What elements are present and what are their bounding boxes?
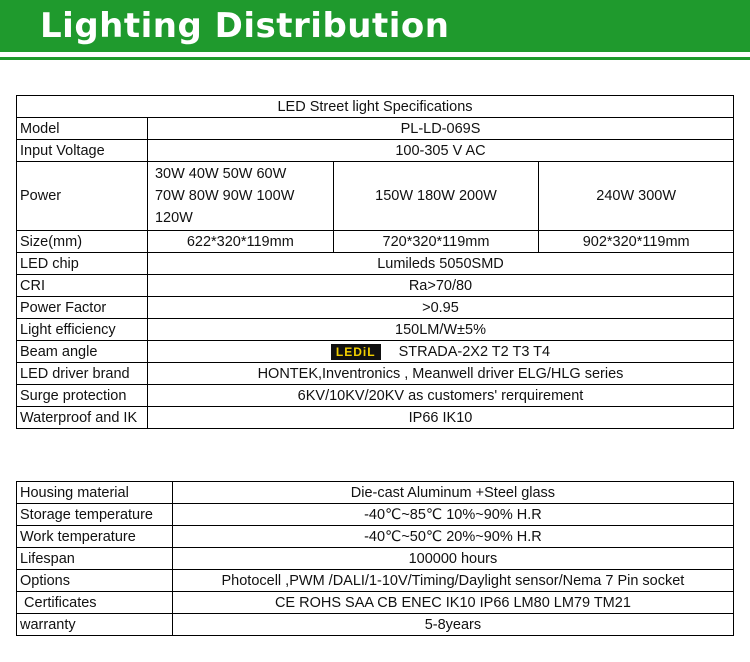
- page-title: Lighting Distribution: [40, 6, 450, 46]
- power-line: 70W 80W 90W 100W: [154, 188, 295, 204]
- row-value: >0.95: [147, 297, 733, 319]
- row-label: Waterproof and IK: [17, 407, 148, 429]
- size-col2: 720*320*119mm: [333, 231, 539, 253]
- table-row: [17, 504, 734, 526]
- row-label: LED chip: [17, 253, 148, 275]
- table-row: [17, 140, 734, 162]
- size-col3: 902*320*119mm: [539, 231, 734, 253]
- table-row: [17, 275, 734, 297]
- row-value: HONTEK,Inventronics , Meanwell driver ELG/HLG series: [147, 363, 733, 385]
- row-label: Light efficiency: [17, 319, 148, 341]
- row-label: Power: [17, 162, 148, 231]
- row-label: Model: [17, 118, 148, 140]
- row-label: Surge protection: [17, 385, 148, 407]
- row-label: Work temperature: [17, 526, 173, 548]
- row-label: Power Factor: [17, 297, 148, 319]
- table-row: [17, 341, 734, 363]
- row-label: Lifespan: [17, 548, 173, 570]
- row-label: Certificates: [17, 592, 173, 614]
- row-value: IP66 IK10: [147, 407, 733, 429]
- row-label: Input Voltage: [17, 140, 148, 162]
- table-row: [17, 118, 734, 140]
- row-label: Beam angle: [17, 341, 148, 363]
- row-label: LED driver brand: [17, 363, 148, 385]
- beam-angle-value: STRADA-2X2 T2 T3 T4: [398, 343, 551, 360]
- header-divider: [0, 57, 750, 60]
- table-row: [17, 96, 734, 118]
- row-value: Die-cast Aluminum +Steel glass: [172, 482, 733, 504]
- row-value: Lumileds 5050SMD: [147, 253, 733, 275]
- table-row: [17, 407, 734, 429]
- row-value: 150LM/W±5%: [147, 319, 733, 341]
- row-value: Ra>70/80: [147, 275, 733, 297]
- table-row: [17, 548, 734, 570]
- table-row: [17, 385, 734, 407]
- row-label: CRI: [17, 275, 148, 297]
- row-label: Storage temperature: [17, 504, 173, 526]
- table-row: [17, 319, 734, 341]
- table-row: [17, 614, 734, 636]
- spec-table: [16, 95, 734, 429]
- table-row: [17, 570, 734, 592]
- power-line: 120W: [154, 210, 193, 226]
- spec-table-title: LED Street light Specifications: [17, 96, 734, 118]
- table-row: [17, 363, 734, 385]
- table-row: [17, 231, 734, 253]
- extra-spec-table: [16, 481, 734, 636]
- table-row: [17, 592, 734, 614]
- ledil-logo: LEDiL: [331, 344, 381, 360]
- row-value: PL-LD-069S: [147, 118, 733, 140]
- table-row: [17, 297, 734, 319]
- table-row: [17, 526, 734, 548]
- power-col3: 240W 300W: [539, 162, 734, 231]
- power-line: 30W 40W 50W 60W: [154, 166, 287, 182]
- table-row: [17, 253, 734, 275]
- size-col1: 622*320*119mm: [147, 231, 333, 253]
- row-value: Photocell ,PWM /DALI/1-10V/Timing/Daylight sensor/Nema 7 Pin socket: [172, 570, 733, 592]
- row-value: 6KV/10KV/20KV as customers' rerquirement: [147, 385, 733, 407]
- row-value: CE ROHS SAA CB ENEC IK10 IP66 LM80 LM79 TM21: [172, 592, 733, 614]
- row-label: Size(mm): [17, 231, 148, 253]
- power-col2: 150W 180W 200W: [333, 162, 539, 231]
- row-label: warranty: [17, 614, 173, 636]
- table-row: [17, 482, 734, 504]
- row-value: 100-305 V AC: [147, 140, 733, 162]
- row-value: -40℃~50℃ 20%~90% H.R: [172, 526, 733, 548]
- header-banner: [0, 0, 750, 52]
- row-label: Options: [17, 570, 173, 592]
- power-col1: [147, 162, 333, 231]
- row-value: 5-8years: [172, 614, 733, 636]
- table-row: [17, 162, 734, 231]
- row-value: [147, 341, 733, 363]
- row-value: 100000 hours: [172, 548, 733, 570]
- row-value: -40℃~85℃ 10%~90% H.R: [172, 504, 733, 526]
- row-label: Housing material: [17, 482, 173, 504]
